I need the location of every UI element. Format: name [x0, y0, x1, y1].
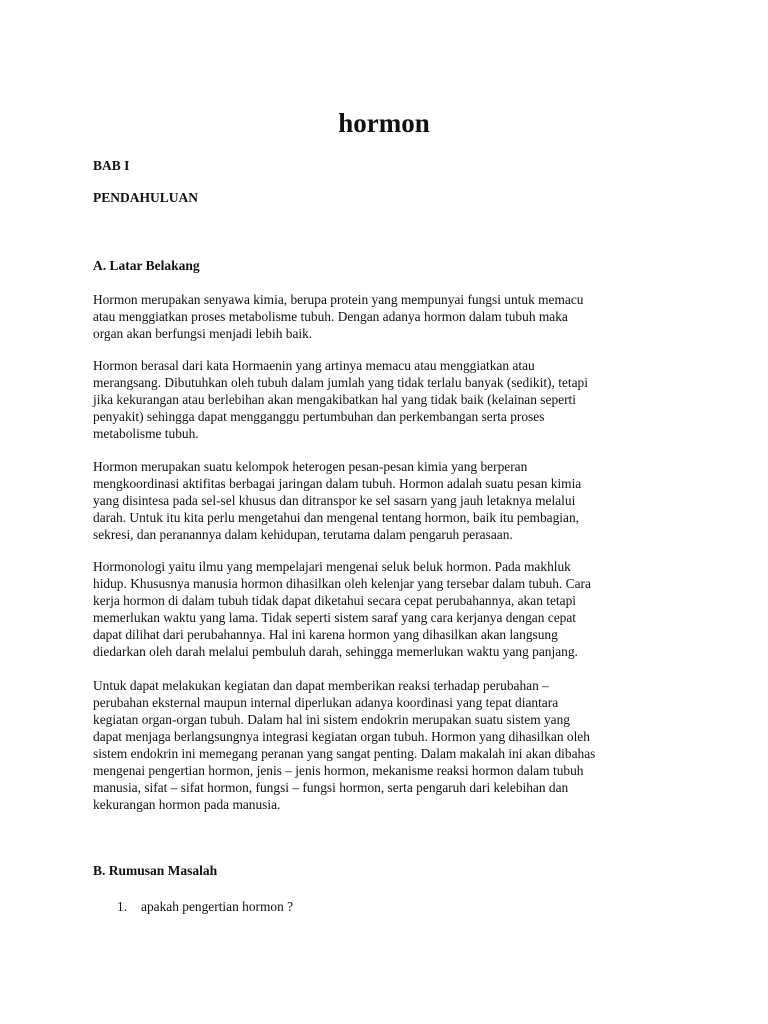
- section-heading-latar-belakang: A. Latar Belakang: [93, 258, 200, 273]
- text-line: yang disintesa pada sel-sel khusus dan ditranspor ke sel sasarn yang jauh letaknya melalui: [93, 493, 576, 508]
- text-line: dapat menjaga berlangsungnya integrasi kegiatan organ tubuh. Hormon yang dihasilkan oleh: [93, 729, 590, 744]
- paragraph: [93, 458, 693, 543]
- text-line: kekurangan hormon pada manusia.: [93, 797, 281, 812]
- text-line: atau menggiatkan proses metabolisme tubuh. Dengan adanya hormon dalam tubuh maka: [93, 309, 568, 324]
- text-line: organ akan berfungsi menjadi lebih baik.: [93, 326, 313, 341]
- paragraph: [93, 677, 693, 813]
- text-line: jika kekurangan atau berlebihan akan mengakibatkan hal yang tidak baik (kelainan seperti: [93, 392, 576, 407]
- text-line: kerja hormon di dalam tubuh tidak dapat diketahui secara cepat perubahannya, akan tetapi: [93, 593, 576, 608]
- text-line: dapat dilihat dari perubahannya. Hal ini karena hormon yang dihasilkan akan langsung: [93, 627, 558, 642]
- paragraph: [93, 558, 693, 660]
- text-line: perubahan eksternal maupun internal diperlukan adanya koordinasi yang tepat diantara: [93, 695, 559, 710]
- text-line: merangsang. Dibutuhkan oleh tubuh dalam jumlah yang tidak terlalu banyak (sedikit), tetapi: [93, 375, 588, 390]
- paragraph: [93, 291, 693, 342]
- chapter-label: BAB I: [93, 158, 130, 173]
- document-title: hormon: [338, 108, 430, 138]
- text-line: Hormon merupakan senyawa kimia, berupa protein yang mempunyai fungsi untuk memacu: [93, 292, 584, 307]
- section-heading-rumusan-masalah: B. Rumusan Masalah: [93, 863, 218, 878]
- list-item: [117, 898, 293, 915]
- text-line: diedarkan oleh darah melalui pembuluh darah, sehingga memerlukan waktu yang panjang.: [93, 644, 578, 659]
- text-line: penyakit) sehingga dapat mengganggu pertumbuhan dan perkembangan serta proses: [93, 409, 545, 424]
- text-line: manusia, sifat – sifat hormon, fungsi – fungsi hormon, serta pengaruh dari kelebihan dan: [93, 780, 569, 795]
- text-line: metabolisme tubuh.: [93, 426, 199, 441]
- text-line: hidup. Khususnya manusia hormon dihasilkan oleh kelenjar yang tersebar dalam tubuh. Cara: [93, 576, 591, 591]
- text-line: kegiatan organ-organ tubuh. Dalam hal ini sistem endokrin merupakan suatu sistem yang: [93, 712, 570, 727]
- chapter-title: PENDAHULUAN: [93, 190, 199, 205]
- text-line: memerlukan waktu yang lama. Tidak seperti sistem saraf yang cara kerjanya dengan cepat: [93, 610, 577, 625]
- text-line: Hormon merupakan suatu kelompok heterogen pesan-pesan kimia yang berperan: [93, 459, 528, 474]
- list-item-text: apakah pengertian hormon ?: [141, 899, 294, 914]
- text-line: Untuk dapat melakukan kegiatan dan dapat memberikan reaksi terhadap perubahan –: [93, 678, 549, 693]
- text-line: sistem endokrin ini memegang peranan yang sangat penting. Dalam makalah ini akan dibahas: [93, 746, 596, 761]
- text-line: mengenai pengertian hormon, jenis – jenis hormon, mekanisme reaksi hormon dalam tubuh: [93, 763, 584, 778]
- text-line: darah. Untuk itu kita perlu mengetahui dan mengenal tentang hormon, baik itu pembagian,: [93, 510, 580, 525]
- text-line: sekresi, dan peranannya dalam kehidupan, terutama dalam pengaruh perasaan.: [93, 527, 513, 542]
- text-line: mengkoordinasi aktifitas berbagai jaringan dalam tubuh. Hormon adalah suatu pesan kimia: [93, 476, 582, 491]
- list-item-number: 1.: [117, 899, 128, 914]
- text-line: Hormon berasal dari kata Hormaenin yang artinya memacu atau menggiatkan atau: [93, 358, 535, 373]
- text-line: Hormonologi yaitu ilmu yang mempelajari mengenai seluk beluk hormon. Pada makhluk: [93, 559, 571, 574]
- paragraph: [93, 357, 693, 442]
